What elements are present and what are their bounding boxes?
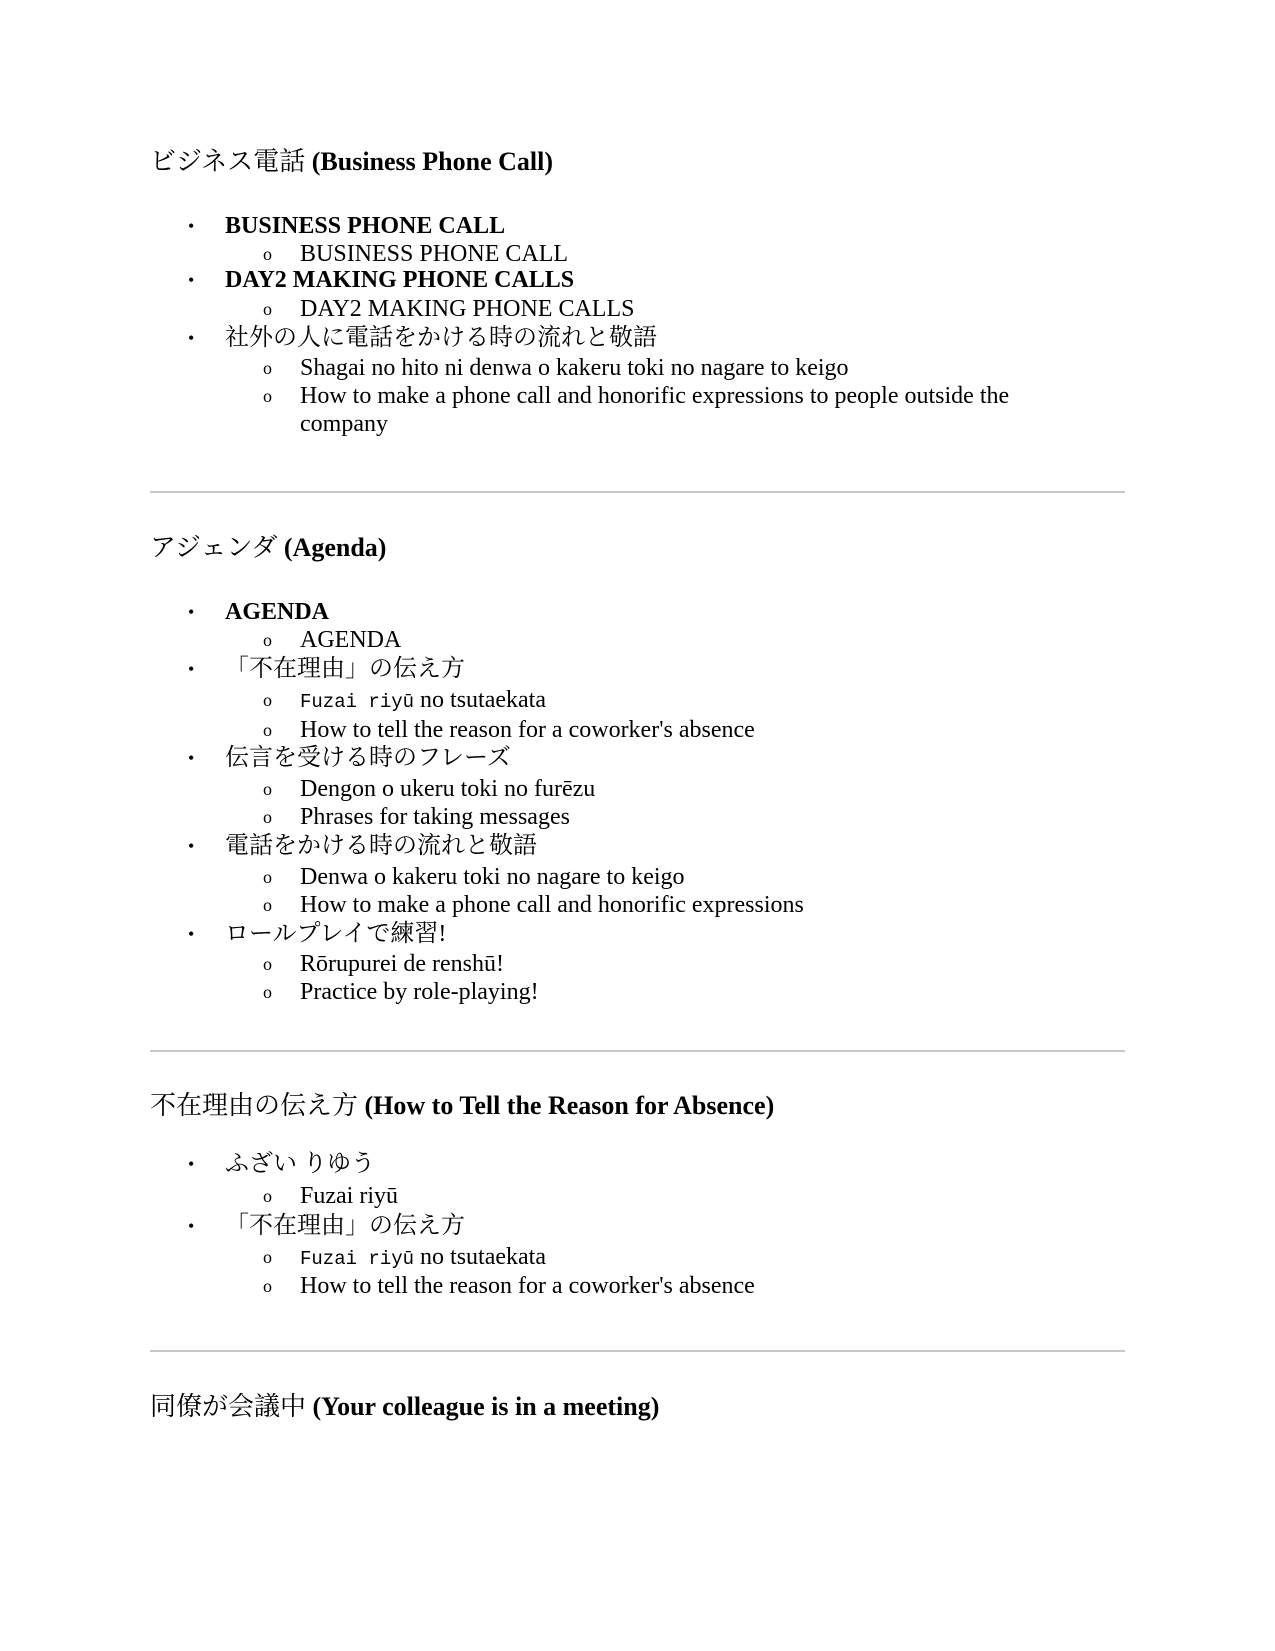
section-divider xyxy=(150,1050,1125,1052)
list-item-label: AGENDA xyxy=(225,599,330,625)
bullet: • xyxy=(188,748,195,768)
sub-bullet: o xyxy=(263,1247,272,1267)
romaji-mono: Fuzai riyū xyxy=(300,691,415,713)
section-title-jp: アジェンダ xyxy=(150,533,278,562)
sub-item-text: Fuzai riyū xyxy=(300,1183,398,1209)
list-item-label: DAY2 MAKING PHONE CALLS xyxy=(225,267,575,293)
sub-item-text: Phrases for taking messages xyxy=(300,804,570,830)
sub-bullet: o xyxy=(263,630,272,650)
bullet: • xyxy=(188,836,195,856)
sub-bullet: o xyxy=(263,1186,272,1206)
sub-item-text: How to make a phone call and honorific expressions xyxy=(300,892,804,918)
sub-bullet: o xyxy=(263,1276,272,1296)
list-item-label: 社外の人に電話をかける時の流れと敬語 xyxy=(225,325,657,351)
sub-item-text: DAY2 MAKING PHONE CALLS xyxy=(300,296,635,322)
sub-item-text xyxy=(300,686,1060,716)
sub-item-text: Shagai no hito ni denwa o kakeru toki no nagare to keigo xyxy=(300,355,849,381)
list-item-label: BUSINESS PHONE CALL xyxy=(225,213,506,239)
list-item-label: 「不在理由」の伝え方 xyxy=(225,1213,465,1239)
bullet: • xyxy=(188,659,195,679)
sub-bullet: o xyxy=(263,690,272,710)
sub-item-text: Rōrupurei de renshū! xyxy=(300,951,504,977)
sub-item-text: AGENDA xyxy=(300,627,402,653)
list-item-label: 電話をかける時の流れと敬語 xyxy=(225,833,537,859)
section-title xyxy=(150,532,1125,564)
sub-item-text xyxy=(300,1243,1060,1273)
section-title-jp: 同僚が会議中 xyxy=(150,1392,307,1421)
section-title xyxy=(150,1391,1125,1423)
list-item-label: ふざい りゆう xyxy=(225,1151,375,1177)
sub-bullet: o xyxy=(263,779,272,799)
section-title xyxy=(150,1090,1125,1122)
sub-bullet: o xyxy=(263,386,272,406)
bullet: • xyxy=(188,924,195,944)
section-divider xyxy=(150,491,1125,493)
sub-item-text: How to tell the reason for a coworker's absence xyxy=(300,717,755,743)
bullet: • xyxy=(188,328,195,348)
romaji-mono: Fuzai riyū xyxy=(300,1248,415,1270)
section-title-en: (Your colleague is in a meeting) xyxy=(312,1392,660,1421)
list-item-label: 「不在理由」の伝え方 xyxy=(225,656,465,682)
sub-bullet: o xyxy=(263,867,272,887)
sub-item-text: Denwa o kakeru toki no nagare to keigo xyxy=(300,864,685,890)
section-absence-reason xyxy=(150,1090,1125,1122)
romaji-rest: no tsutaekata xyxy=(414,1244,546,1270)
section-business-phone-call xyxy=(150,146,1125,178)
sub-bullet: o xyxy=(263,954,272,974)
section-divider xyxy=(150,1350,1125,1352)
bullet: • xyxy=(188,1216,195,1236)
sub-bullet: o xyxy=(263,807,272,827)
sub-item-text: BUSINESS PHONE CALL xyxy=(300,241,569,267)
list-item-label: 伝言を受ける時のフレーズ xyxy=(225,745,511,771)
sub-bullet: o xyxy=(263,720,272,740)
sub-item-text: How to make a phone call and honorific expressions to people outside the company xyxy=(300,383,1010,437)
sub-item-text: How to tell the reason for a coworker's absence xyxy=(300,1273,755,1299)
section-title xyxy=(150,146,1125,178)
section-agenda xyxy=(150,532,1125,564)
sub-bullet: o xyxy=(263,895,272,915)
section-colleague-meeting xyxy=(150,1391,1125,1423)
section-title-en: (How to Tell the Reason for Absence) xyxy=(364,1091,775,1120)
bullet: • xyxy=(188,216,195,236)
sub-bullet: o xyxy=(263,244,272,264)
sub-item-text: Practice by role-playing! xyxy=(300,979,539,1005)
bullet: • xyxy=(188,1154,195,1174)
bullet: • xyxy=(188,602,195,622)
section-title-en: (Agenda) xyxy=(283,533,387,562)
section-title-jp: ビジネス電話 xyxy=(150,147,306,176)
section-title-en: (Business Phone Call) xyxy=(311,147,553,176)
section-title-jp: 不在理由の伝え方 xyxy=(150,1091,359,1120)
romaji-rest: no tsutaekata xyxy=(414,687,546,713)
list-item-label: ロールプレイで練習! xyxy=(225,921,447,947)
sub-bullet: o xyxy=(263,299,272,319)
bullet: • xyxy=(188,270,195,290)
sub-item-text: Dengon o ukeru toki no furēzu xyxy=(300,776,596,802)
sub-bullet: o xyxy=(263,982,272,1002)
sub-bullet: o xyxy=(263,358,272,378)
